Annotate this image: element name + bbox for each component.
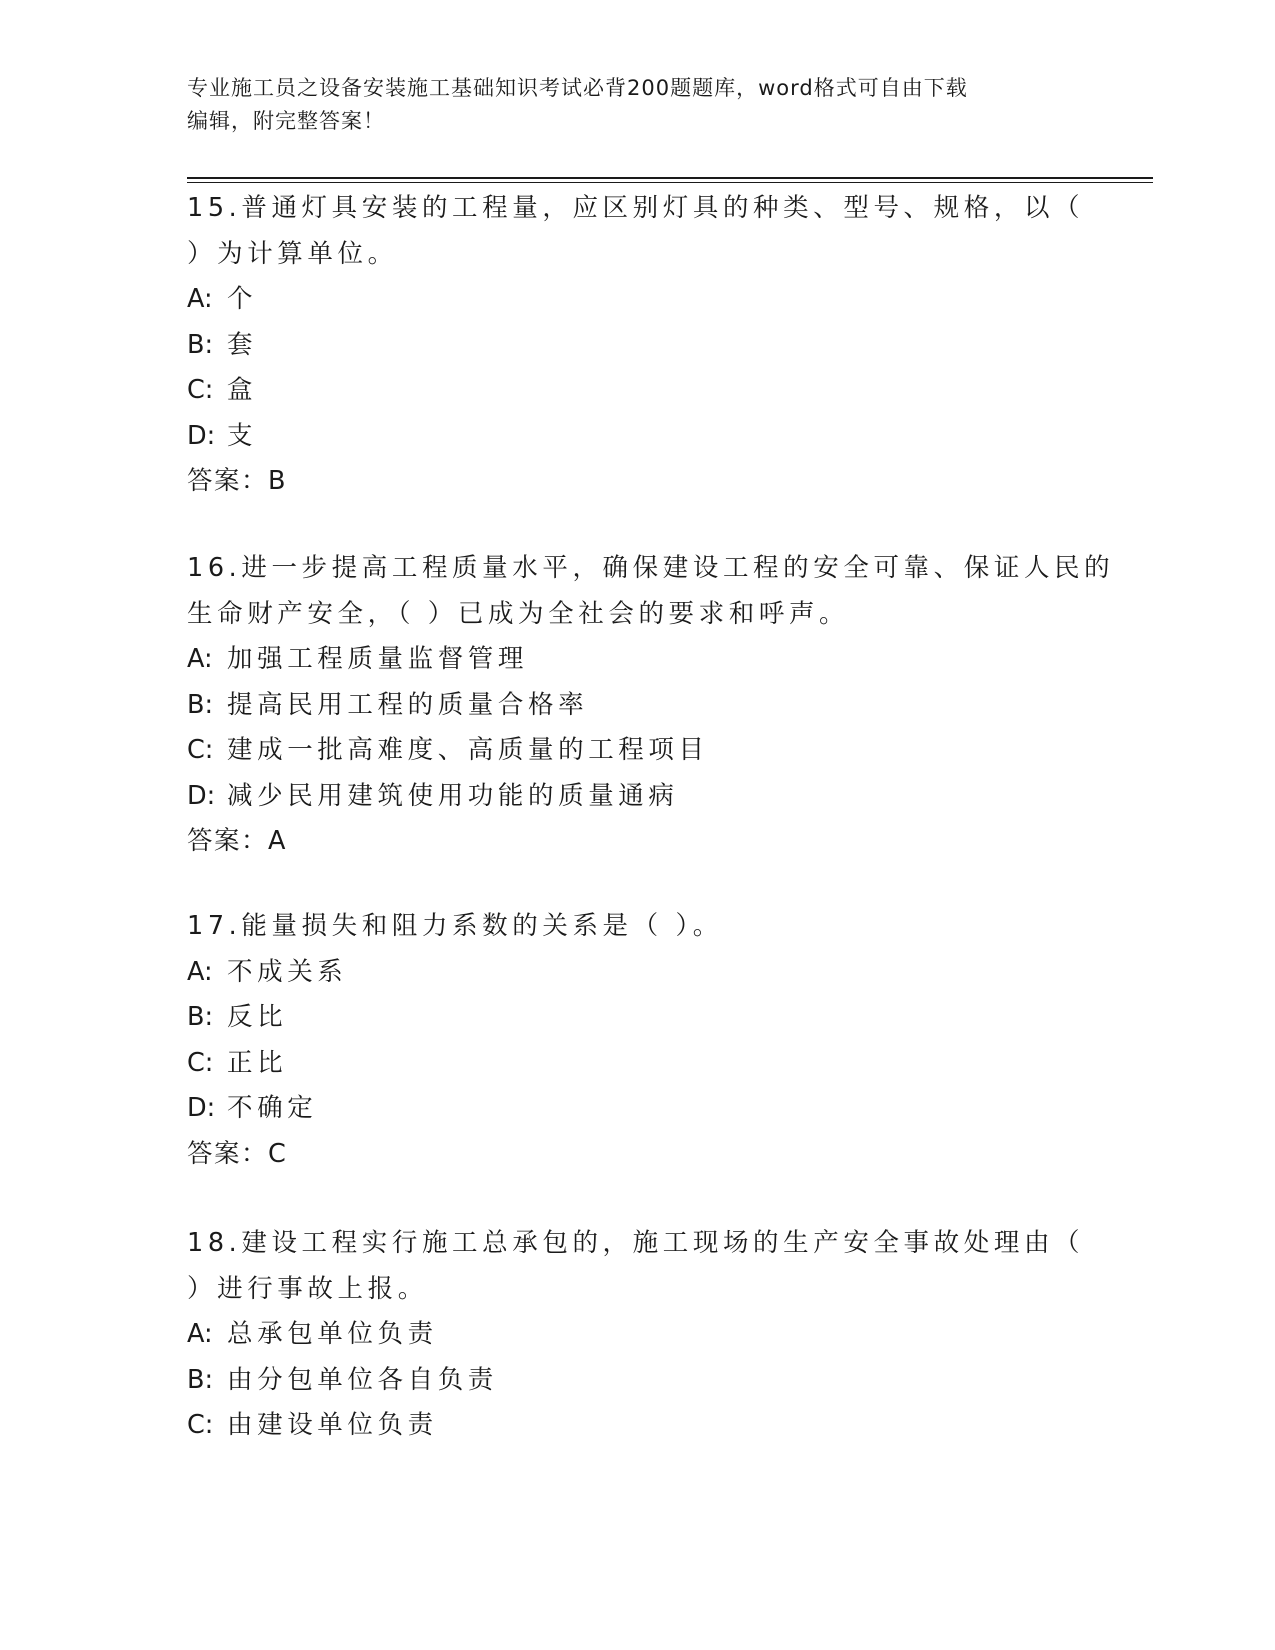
option-letter: D:	[187, 1093, 216, 1123]
option-b	[187, 323, 1077, 369]
option-c	[187, 368, 1077, 414]
option-a	[187, 950, 1077, 996]
option-text: 由分包单位各自负责	[227, 1364, 498, 1395]
option-text: 由建设单位负责	[227, 1410, 438, 1440]
question-stem-line: 生命财产安全，（ ）已成为全社会的要求和呼声。	[187, 598, 850, 629]
question-stem-line: 16.进一步提高工程质量水平，确保建设工程的安全可靠、保证人民的	[187, 553, 1115, 583]
option-a	[187, 277, 1077, 323]
option-text: 减少民用建筑使用功能的质量通病	[227, 780, 679, 811]
option-d	[187, 774, 1077, 820]
option-text: 套	[227, 329, 258, 360]
question-stem-line: ）进行事故上报。	[187, 1273, 428, 1304]
option-text: 建成一批高难度、高质量的工程项目	[227, 735, 709, 765]
option-letter: B:	[187, 689, 214, 720]
option-c	[187, 1041, 1077, 1087]
option-b	[187, 683, 1077, 729]
question-stem-line: 17.能量损失和阻力系数的关系是（ ）。	[187, 911, 723, 941]
option-letter: A:	[187, 644, 213, 674]
question-17	[187, 904, 1077, 1177]
header-divider	[187, 177, 1153, 183]
header-title-line-1: 专业施工员之设备安装施工基础知识考试必背200题题库，word格式可自由下载	[187, 76, 968, 100]
option-text: 总承包单位负责	[227, 1319, 438, 1349]
option-c	[187, 728, 1077, 774]
option-d	[187, 414, 1077, 460]
answer-line: 答案：A	[187, 826, 287, 856]
option-text: 盒	[227, 375, 258, 405]
option-text: 不成关系	[227, 956, 348, 987]
option-d	[187, 1086, 1077, 1132]
question-15	[187, 186, 1085, 505]
option-text: 提高民用工程的质量合格率	[227, 689, 589, 720]
option-c	[187, 1403, 1077, 1449]
option-letter: A:	[187, 956, 213, 987]
option-letter: D:	[187, 780, 216, 811]
answer-line: 答案：C	[187, 1138, 288, 1169]
answer-line: 答案：B	[187, 466, 287, 496]
option-text: 反比	[227, 1002, 288, 1032]
option-text: 不确定	[227, 1093, 318, 1123]
option-letter: C:	[187, 375, 214, 405]
question-stem-line: 15.普通灯具安装的工程量，应区别灯具的种类、型号、规格，以（	[187, 193, 1085, 223]
page-header	[187, 72, 1067, 138]
option-letter: B:	[187, 1364, 214, 1395]
option-text: 支	[227, 420, 258, 451]
option-letter: D:	[187, 420, 216, 451]
option-letter: C:	[187, 735, 214, 765]
question-stem-line: 18.建设工程实行施工总承包的，施工现场的生产安全事故处理由（	[187, 1228, 1085, 1258]
option-text: 加强工程质量监督管理	[227, 644, 529, 674]
question-stem-line: ）为计算单位。	[187, 238, 398, 269]
header-title-line-2: 编辑，附完整答案！	[187, 109, 385, 133]
option-letter: C:	[187, 1047, 214, 1078]
option-text: 正比	[227, 1047, 288, 1078]
option-letter: B:	[187, 329, 214, 360]
option-letter: A:	[187, 284, 213, 314]
option-a	[187, 1312, 1077, 1358]
option-b	[187, 995, 1077, 1041]
option-a	[187, 637, 1077, 683]
option-text: 个	[227, 284, 258, 314]
question-16	[187, 546, 1115, 865]
option-letter: C:	[187, 1410, 214, 1440]
question-18	[187, 1221, 1085, 1449]
option-letter: B:	[187, 1002, 214, 1032]
option-b	[187, 1358, 1077, 1404]
option-letter: A:	[187, 1319, 213, 1349]
